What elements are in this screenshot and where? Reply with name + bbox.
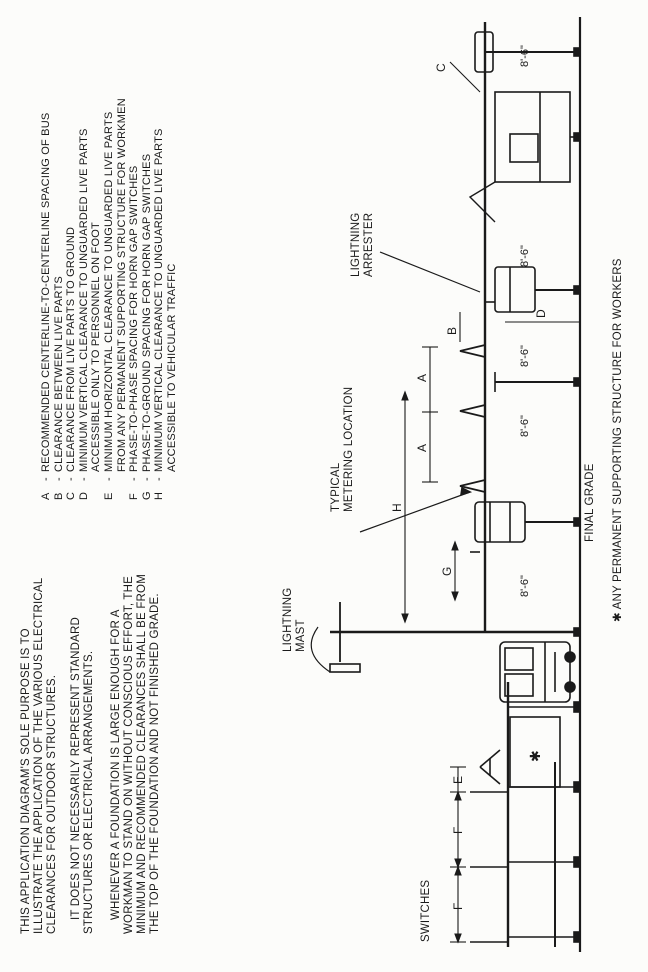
asterisk-mark: ✱: [527, 750, 543, 762]
dim-label-e: E: [451, 775, 465, 784]
dim-label-f: F: [451, 902, 465, 910]
note-line: WORKMAN TO STAND ON WITHOUT CONSCIOUS EFFORT, THE: [123, 575, 135, 934]
clearance-value: 8'-6": [519, 415, 531, 437]
note-line: IT DOES NOT NECESSARILY REPRESENT STANDARD: [70, 617, 82, 920]
lightning-mast-label: LIGHTNING MAST: [282, 587, 307, 652]
legend-item-f: F - PHASE-TO-PHASE SPACING FOR HORN GAP SWITCHES: [128, 165, 141, 500]
dim-label-f: F: [451, 826, 465, 834]
dim-label-h: H: [390, 503, 404, 512]
clearance-value: 8'-6": [519, 575, 531, 597]
lightning-arrester-label: LIGHTNING ARRESTER: [350, 212, 375, 277]
dim-label-c: C: [434, 63, 448, 72]
legend-item-b: B - CLEARANCE BETWEEN LIVE PARTS: [52, 276, 65, 500]
arrester-leader: [380, 252, 480, 292]
legend-item-d: D - MINIMUM VERTICAL CLEARANCE TO UNGUARDED LIVE PARTS: [77, 128, 90, 500]
legend-item-e-cont: FROM ANY PERMANENT SUPPORTING STRUCTURE FOR WORKMEN: [115, 98, 128, 472]
dim-label-d: D: [534, 309, 548, 318]
workman-platform: [480, 717, 560, 787]
switches-label: SWITCHES: [420, 879, 432, 942]
metering-equipment: [470, 502, 580, 552]
clearance-value: 8'-6": [519, 245, 531, 267]
switch-structure: [470, 682, 580, 947]
note-line: CLEARANCES FOR OUTDOOR STRUCTURES.: [46, 674, 58, 934]
final-grade-label: FINAL GRADE: [584, 463, 596, 542]
note-line: THIS APPLICATION DIAGRAM'S SOLE PURPOSE IS TO: [20, 628, 32, 934]
legend-item-g: G - PHASE-TO-GROUND SPACING FOR HORN GAP SWITCHES: [140, 153, 153, 500]
note-line: MINIMUM AND RECOMMENDED CLEARANCES SHALL BE FROM: [136, 574, 148, 934]
center-support: [495, 372, 580, 392]
dim-label-b: B: [445, 326, 459, 335]
clearance-value: 8'-6": [519, 45, 531, 67]
vehicle: [500, 642, 575, 702]
dimension-a: [422, 347, 438, 482]
dim-label-g: G: [440, 566, 454, 576]
dim-label-a: A: [415, 443, 429, 452]
lightning-arrester: [485, 267, 580, 312]
note-line: THE TOP OF THE FOUNDATION AND NOT FINISHED GRADE.: [149, 593, 161, 934]
dim-label-a: A: [415, 373, 429, 382]
lightning-mast: [311, 602, 580, 672]
legend-item-e: E - MINIMUM HORIZONTAL CLEARANCE TO UNGUARDED LIVE PARTS: [102, 111, 115, 500]
note-line: WHENEVER A FOUNDATION IS LARGE ENOUGH FOR A: [110, 609, 122, 920]
footnote: ✱ ANY PERMANENT SUPPORTING STRUCTURE FOR WORKERS: [612, 258, 624, 622]
clearance-value: 8'-6": [519, 345, 531, 367]
note-line: ILLUSTRATE THE APPLICATION OF THE VARIOUS ELECTRICAL: [33, 577, 45, 934]
legend-item-h-cont: ACCESSIBLE TO VEHICULAR TRAFFIC: [165, 263, 178, 472]
bus-insulators: [460, 345, 485, 492]
legend-item-h: H - MINIMUM VERTICAL CLEARANCE TO UNGUARDED LIVE PARTS: [153, 128, 166, 500]
metering-leader: [360, 492, 470, 532]
dimension-f-e: [450, 767, 466, 942]
metering-label: TYPICAL METERING LOCATION: [330, 386, 355, 512]
note-line: STRUCTURES OR ELECTRICAL ARRANGEMENTS.: [83, 650, 95, 934]
legend-item-d-cont: ACCESSIBLE ONLY TO PERSONNEL ON FOOT: [90, 222, 103, 472]
legend-item-c: C - CLEARANCE FROM LIVE PARTS TO GROUND: [65, 226, 78, 500]
transformer: [470, 92, 580, 222]
legend-item-a: A - RECOMMENDED CENTERLINE-TO-CENTERLINE SPACING OF BUS: [40, 112, 52, 500]
